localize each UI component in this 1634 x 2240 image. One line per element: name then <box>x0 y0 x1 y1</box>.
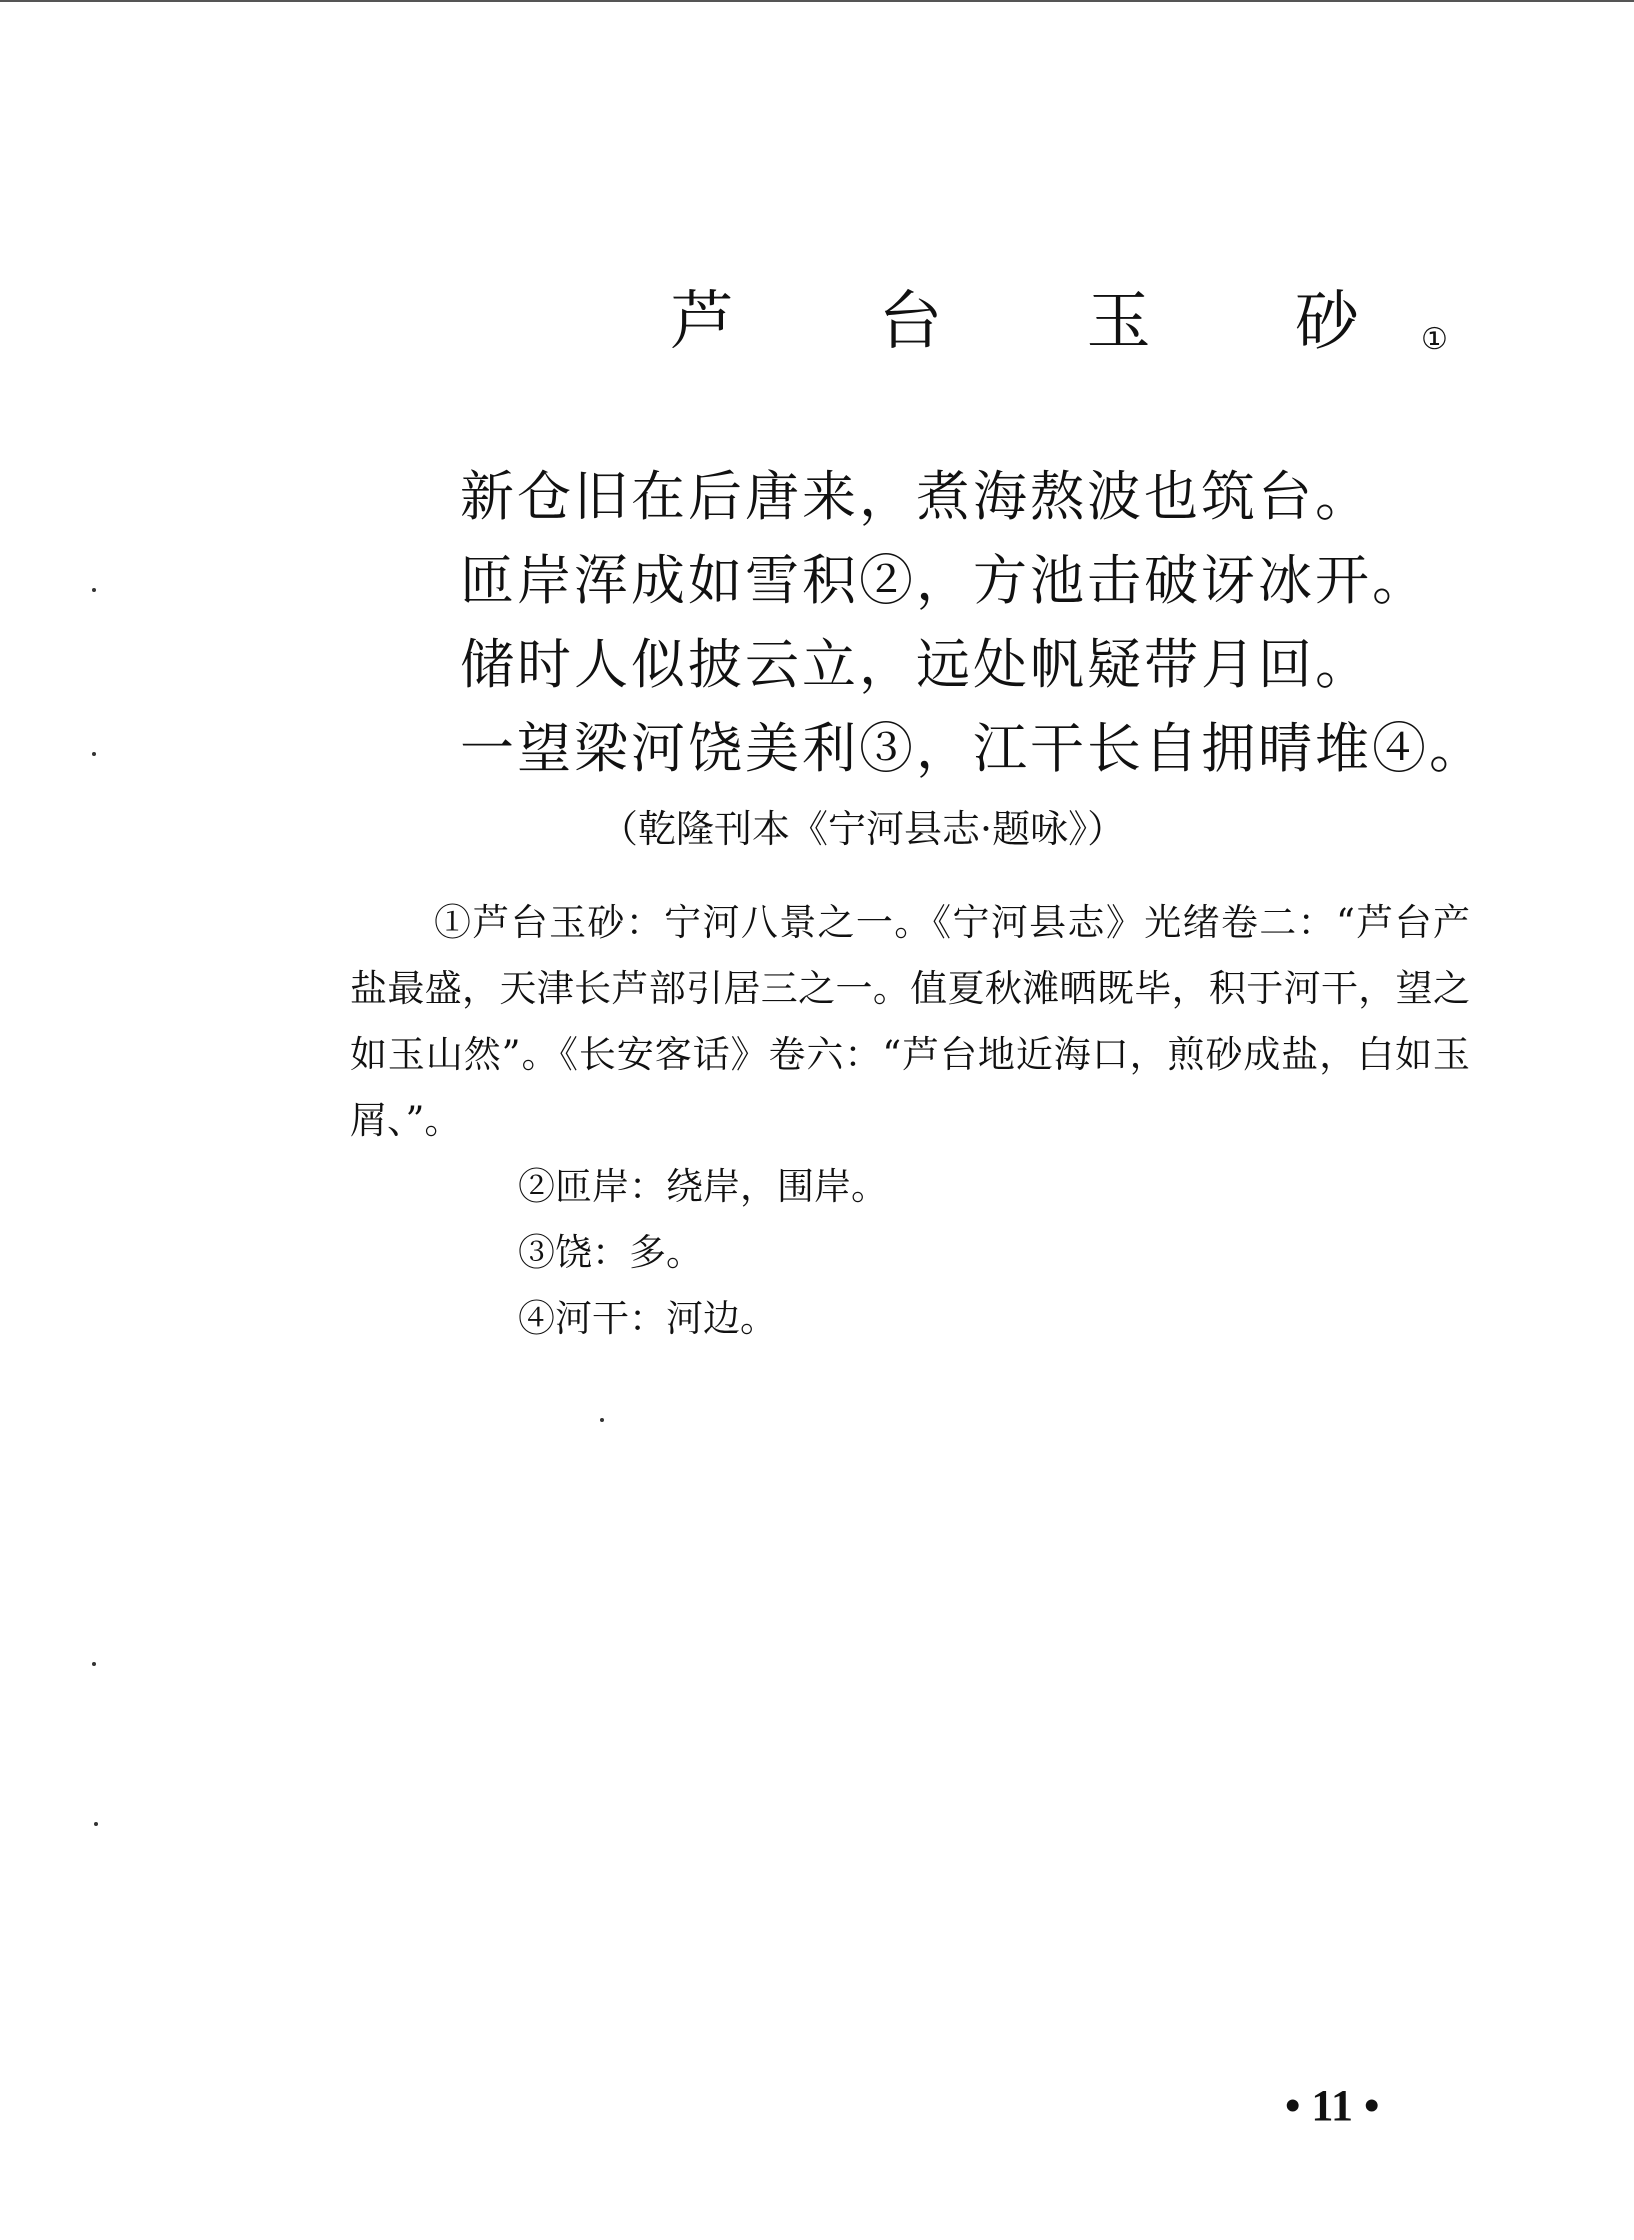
scan-speck <box>92 752 96 756</box>
poem-line-3: 储时人似披云立，远处帆疑带月回。 <box>460 633 1372 696</box>
footnote-1: ①芦台玉砂：宁河八景之一。《宁河县志》光绪卷二：“芦台产盐最盛，天津长芦部引居三之一。值夏秋滩晒既毕，积于河干，望之如玉山然”。《长安客话》卷六：“芦台地近海口，煎砂成盐，白如玉屑、”。 <box>350 901 1470 1142</box>
source-citation: （乾隆刊本《宁河县志·题咏》） <box>600 807 1126 851</box>
poem-body <box>460 455 1486 791</box>
scan-speck <box>92 588 96 592</box>
scan-speck <box>600 1418 604 1422</box>
footnote-3: ③饶：多。 <box>518 1231 703 1274</box>
poem-line-4: 一望梁河饶美利③，江干长自拥晴堆④。 <box>460 717 1486 780</box>
footnote-2: ②匝岸：绕岸，围岸。 <box>518 1165 888 1208</box>
poem-title-text: 芦 台 玉 砂 <box>670 285 1422 359</box>
footnotes <box>350 890 1470 1352</box>
title-footnote-mark: ① <box>1421 322 1448 357</box>
poem-title <box>670 285 1448 359</box>
poem-line-1: 新仓旧在后唐来，煮海熬波也筑台。 <box>460 465 1372 528</box>
poem-line-2: 匝岸浑成如雪积②，方池击破讶冰开。 <box>460 549 1429 612</box>
page-number: • 11 • <box>1285 2081 1380 2130</box>
footnote-4: ④河干：河边。 <box>518 1297 777 1340</box>
top-border-line <box>0 0 1634 2</box>
scan-speck <box>92 1662 96 1666</box>
scan-speck <box>94 1822 98 1826</box>
